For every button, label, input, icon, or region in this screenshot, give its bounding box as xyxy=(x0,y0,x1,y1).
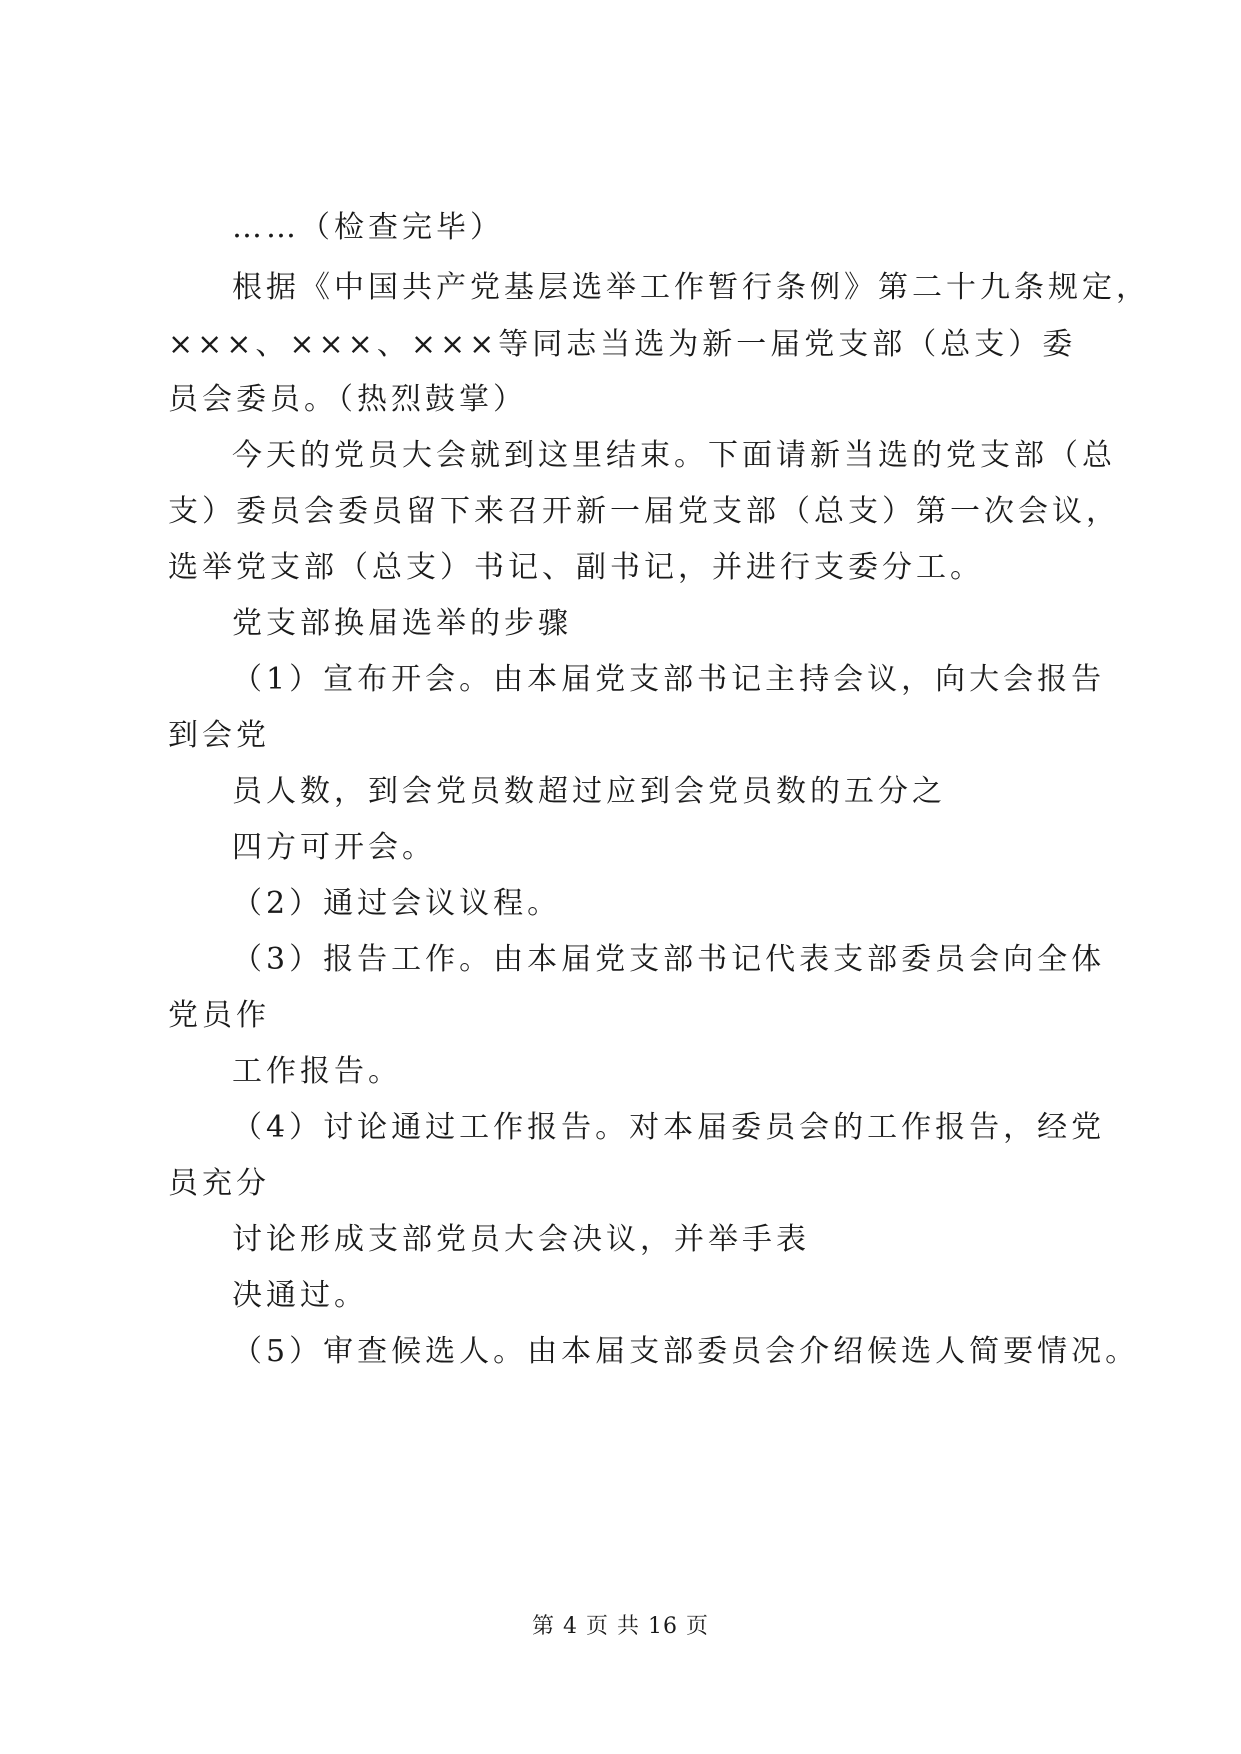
text-line-2: 根据《中国共产党基层选举工作暂行条例》第二十九条规定， xyxy=(232,270,1150,305)
text-line-10: 到会党 xyxy=(168,718,270,753)
text-line-4: 员会委员。（热烈鼓掌） xyxy=(168,382,527,417)
text-line-11: 员人数，到会党员数超过应到会党员数的五分之 xyxy=(232,774,946,809)
text-line-12: 四方可开会。 xyxy=(232,830,436,865)
text-line-19: 讨论形成支部党员大会决议，并举手表 xyxy=(232,1222,810,1257)
text-line-20: 决通过。 xyxy=(232,1278,368,1313)
page-footer: 第 4 页 共 16 页 xyxy=(532,1614,709,1639)
section-heading: 党支部换届选举的步骤 xyxy=(232,606,572,641)
text-line-7: 选举党支部（总支）书记、副书记，并进行支委分工。 xyxy=(168,550,984,585)
text-line-16: 工作报告。 xyxy=(232,1054,402,1089)
text-line-14: （3）报告工作。由本届党支部书记代表支部委员会向全体 xyxy=(232,942,1106,977)
text-line-1: ……（检查完毕） xyxy=(232,210,504,245)
text-line-9: （1）宣布开会。由本届党支部书记主持会议，向大会报告 xyxy=(232,662,1106,697)
text-line-21: （5）审查候选人。由本届支部委员会介绍候选人简要情况。 xyxy=(232,1334,1140,1369)
text-line-17: （4）讨论通过工作报告。对本届委员会的工作报告，经党 xyxy=(232,1110,1106,1145)
text-line-13: （2）通过会议议程。 xyxy=(232,886,562,921)
text-line-6: 支）委员会委员留下来召开新一届党支部（总支）第一次会议， xyxy=(168,494,1120,529)
text-line-18: 员充分 xyxy=(168,1166,270,1201)
text-line-15: 党员作 xyxy=(168,998,270,1033)
text-line-3: ×××、×××、×××等同志当选为新一届党支部（总支）委 xyxy=(168,327,1077,362)
text-line-5: 今天的党员大会就到这里结束。下面请新当选的党支部（总 xyxy=(232,438,1116,473)
